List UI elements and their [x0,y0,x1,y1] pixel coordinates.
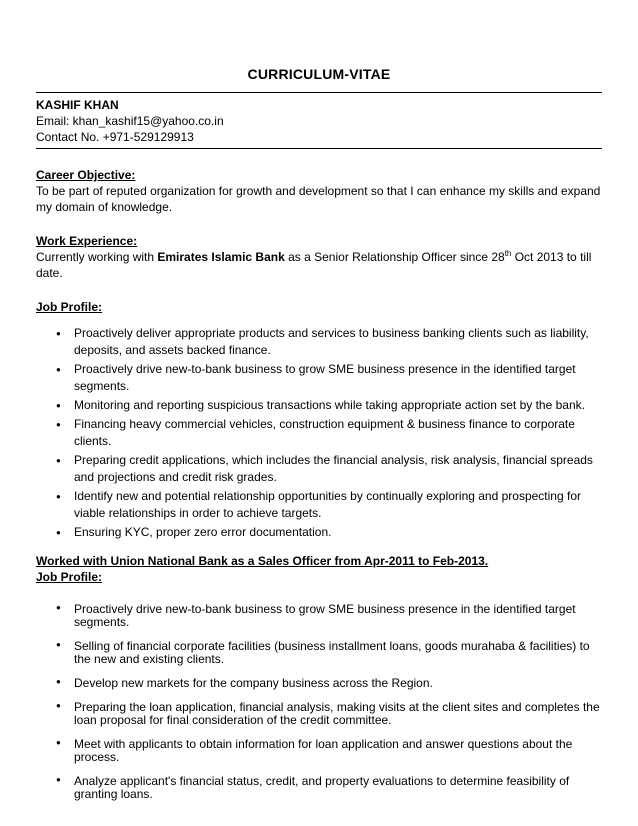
list-item: ● Ensuring KYC, proper zero error documentation. [36,524,602,541]
list-item: ● Selling of financial corporate facilities (business installment loans, goods murahaba & facilities) to the new and existing clients. [36,640,602,666]
job-profile-heading: Job Profile: [36,300,103,314]
list-item: ● Proactively drive new-to-bank business to grow SME business presence in the identified target segments. [36,361,602,395]
current-employment-prefix: Currently working with [36,250,158,264]
date-ordinal-suffix: th [504,249,512,258]
list-item: ● Develop new markets for the company business across the Region. [36,677,602,690]
previous-job-profile-list [36,603,602,801]
previous-job-profile-heading: Job Profile: [36,570,103,584]
bottom-rule [36,148,602,149]
work-experience-heading: Work Experience: [36,234,138,248]
list-item: ● Identify new and potential relationship opportunities by continually exploring and prospecting for viable relationships in order to achieve targets. [36,488,602,522]
list-item: ● Analyze applicant's financial status, credit, and property evaluations to determine feasibility of granting loans. [36,775,602,801]
career-objective-heading: Career Objective: [36,168,136,182]
document-title: CURRICULUM-VITAE [247,66,391,82]
list-item: ● Monitoring and reporting suspicious transactions while taking appropriate action set by the bank. [36,397,602,414]
current-job-profile-list [36,325,602,541]
top-rule [36,92,602,93]
contact-block [36,97,602,145]
resume-page [36,66,602,812]
list-item: ● Proactively drive new-to-bank business to grow SME business presence in the identified target segments. [36,603,602,629]
current-employment-middle: as a Senior Relationship Officer since 28 [284,250,505,264]
current-employer-name: Emirates Islamic Bank [157,250,285,264]
list-item: ● Proactively deliver appropriate products and services to business banking clients such as liability, deposits, and assets backed finance. [36,325,602,359]
current-employment-text [36,249,602,281]
previous-employer-heading: Worked with Union National Bank as a Sales Officer from Apr-2011 to Feb-2013. [36,554,489,568]
current-employment-suffix: Oct 2013 to till date. [36,250,592,280]
list-item: ● Meet with applicants to obtain information for loan application and answer questions about the process. [36,738,602,764]
contact-number-line: Contact No. +971-529129913 [36,130,194,144]
list-item: ● Financing heavy commercial vehicles, construction equipment & business finance to corporate clients. [36,416,602,450]
career-objective-text: To be part of reputed organization for growth and development so that I can enhance my skills and expand my domain of knowledge. [36,184,601,214]
list-item: ● Preparing credit applications, which includes the financial analysis, risk analysis, financial spreads and projections and credit risk grades. [36,452,602,486]
email-line: Email: khan_kashif15@yahoo.co.in [36,114,224,128]
candidate-name: KASHIF KHAN [36,98,119,112]
list-item: ● Preparing the loan application, financial analysis, making visits at the client sites and completes the loan proposal for final consideration of the credit committee. [36,701,602,727]
